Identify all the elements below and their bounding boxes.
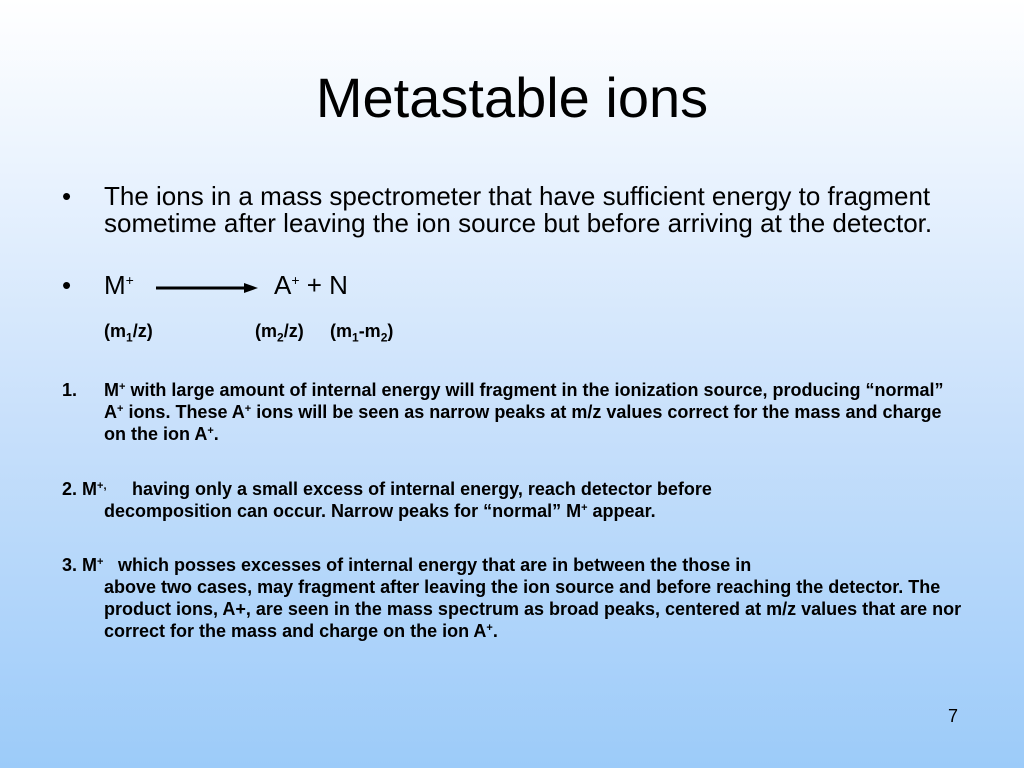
mass-label-diff: $(m_1-m_2)$ xyxy=(330,321,394,345)
reaction-arrow-icon xyxy=(154,274,260,298)
bullet-icon: • xyxy=(62,181,72,211)
mass-label-m1: $(m_1/z)$ xyxy=(104,321,153,345)
list-item-text: M+ with large amount of internal energy will fragment in the ionization source, producing “normal” A+ ions. These A+ ions will be seen as narrow peaks at m/z values correct for the mass and charge on the ion A+. xyxy=(104,380,944,444)
reaction-reactant: M+ xyxy=(104,270,134,300)
list-item-text-cont: above two cases, may fragment after leaving the ion source and before reaching the detector. The product ions, A+, are seen in the mass spectrum as broad peaks, centered at m/z values that are nor correct for the mass and charge on the ion A+. xyxy=(104,577,962,641)
list-item-text: having only a small excess of internal energy, reach detector before xyxy=(132,479,712,499)
reaction-products: A+ + N xyxy=(274,270,348,300)
list-item-text: which posses excesses of internal energy that are in between the those in xyxy=(118,555,752,575)
list-item-number: 2. M+, xyxy=(62,479,107,499)
list-item-text-cont: decomposition can occur. Narrow peaks for “normal” M+ appear. xyxy=(104,501,656,521)
list-item-number: 3. M+ xyxy=(62,555,104,575)
page-number: 7 xyxy=(948,706,959,726)
bullet-icon: • xyxy=(62,270,72,300)
mass-label-m2: $(m_2/z)$ xyxy=(255,321,304,345)
bullet-definition-text: The ions in a mass spectrometer that have sufficient energy to fragment sometime after leaving the ion source but before arriving at the detector. xyxy=(104,181,933,238)
list-item-number: 1. xyxy=(62,380,78,400)
slide-title: Metastable ions xyxy=(315,66,709,129)
